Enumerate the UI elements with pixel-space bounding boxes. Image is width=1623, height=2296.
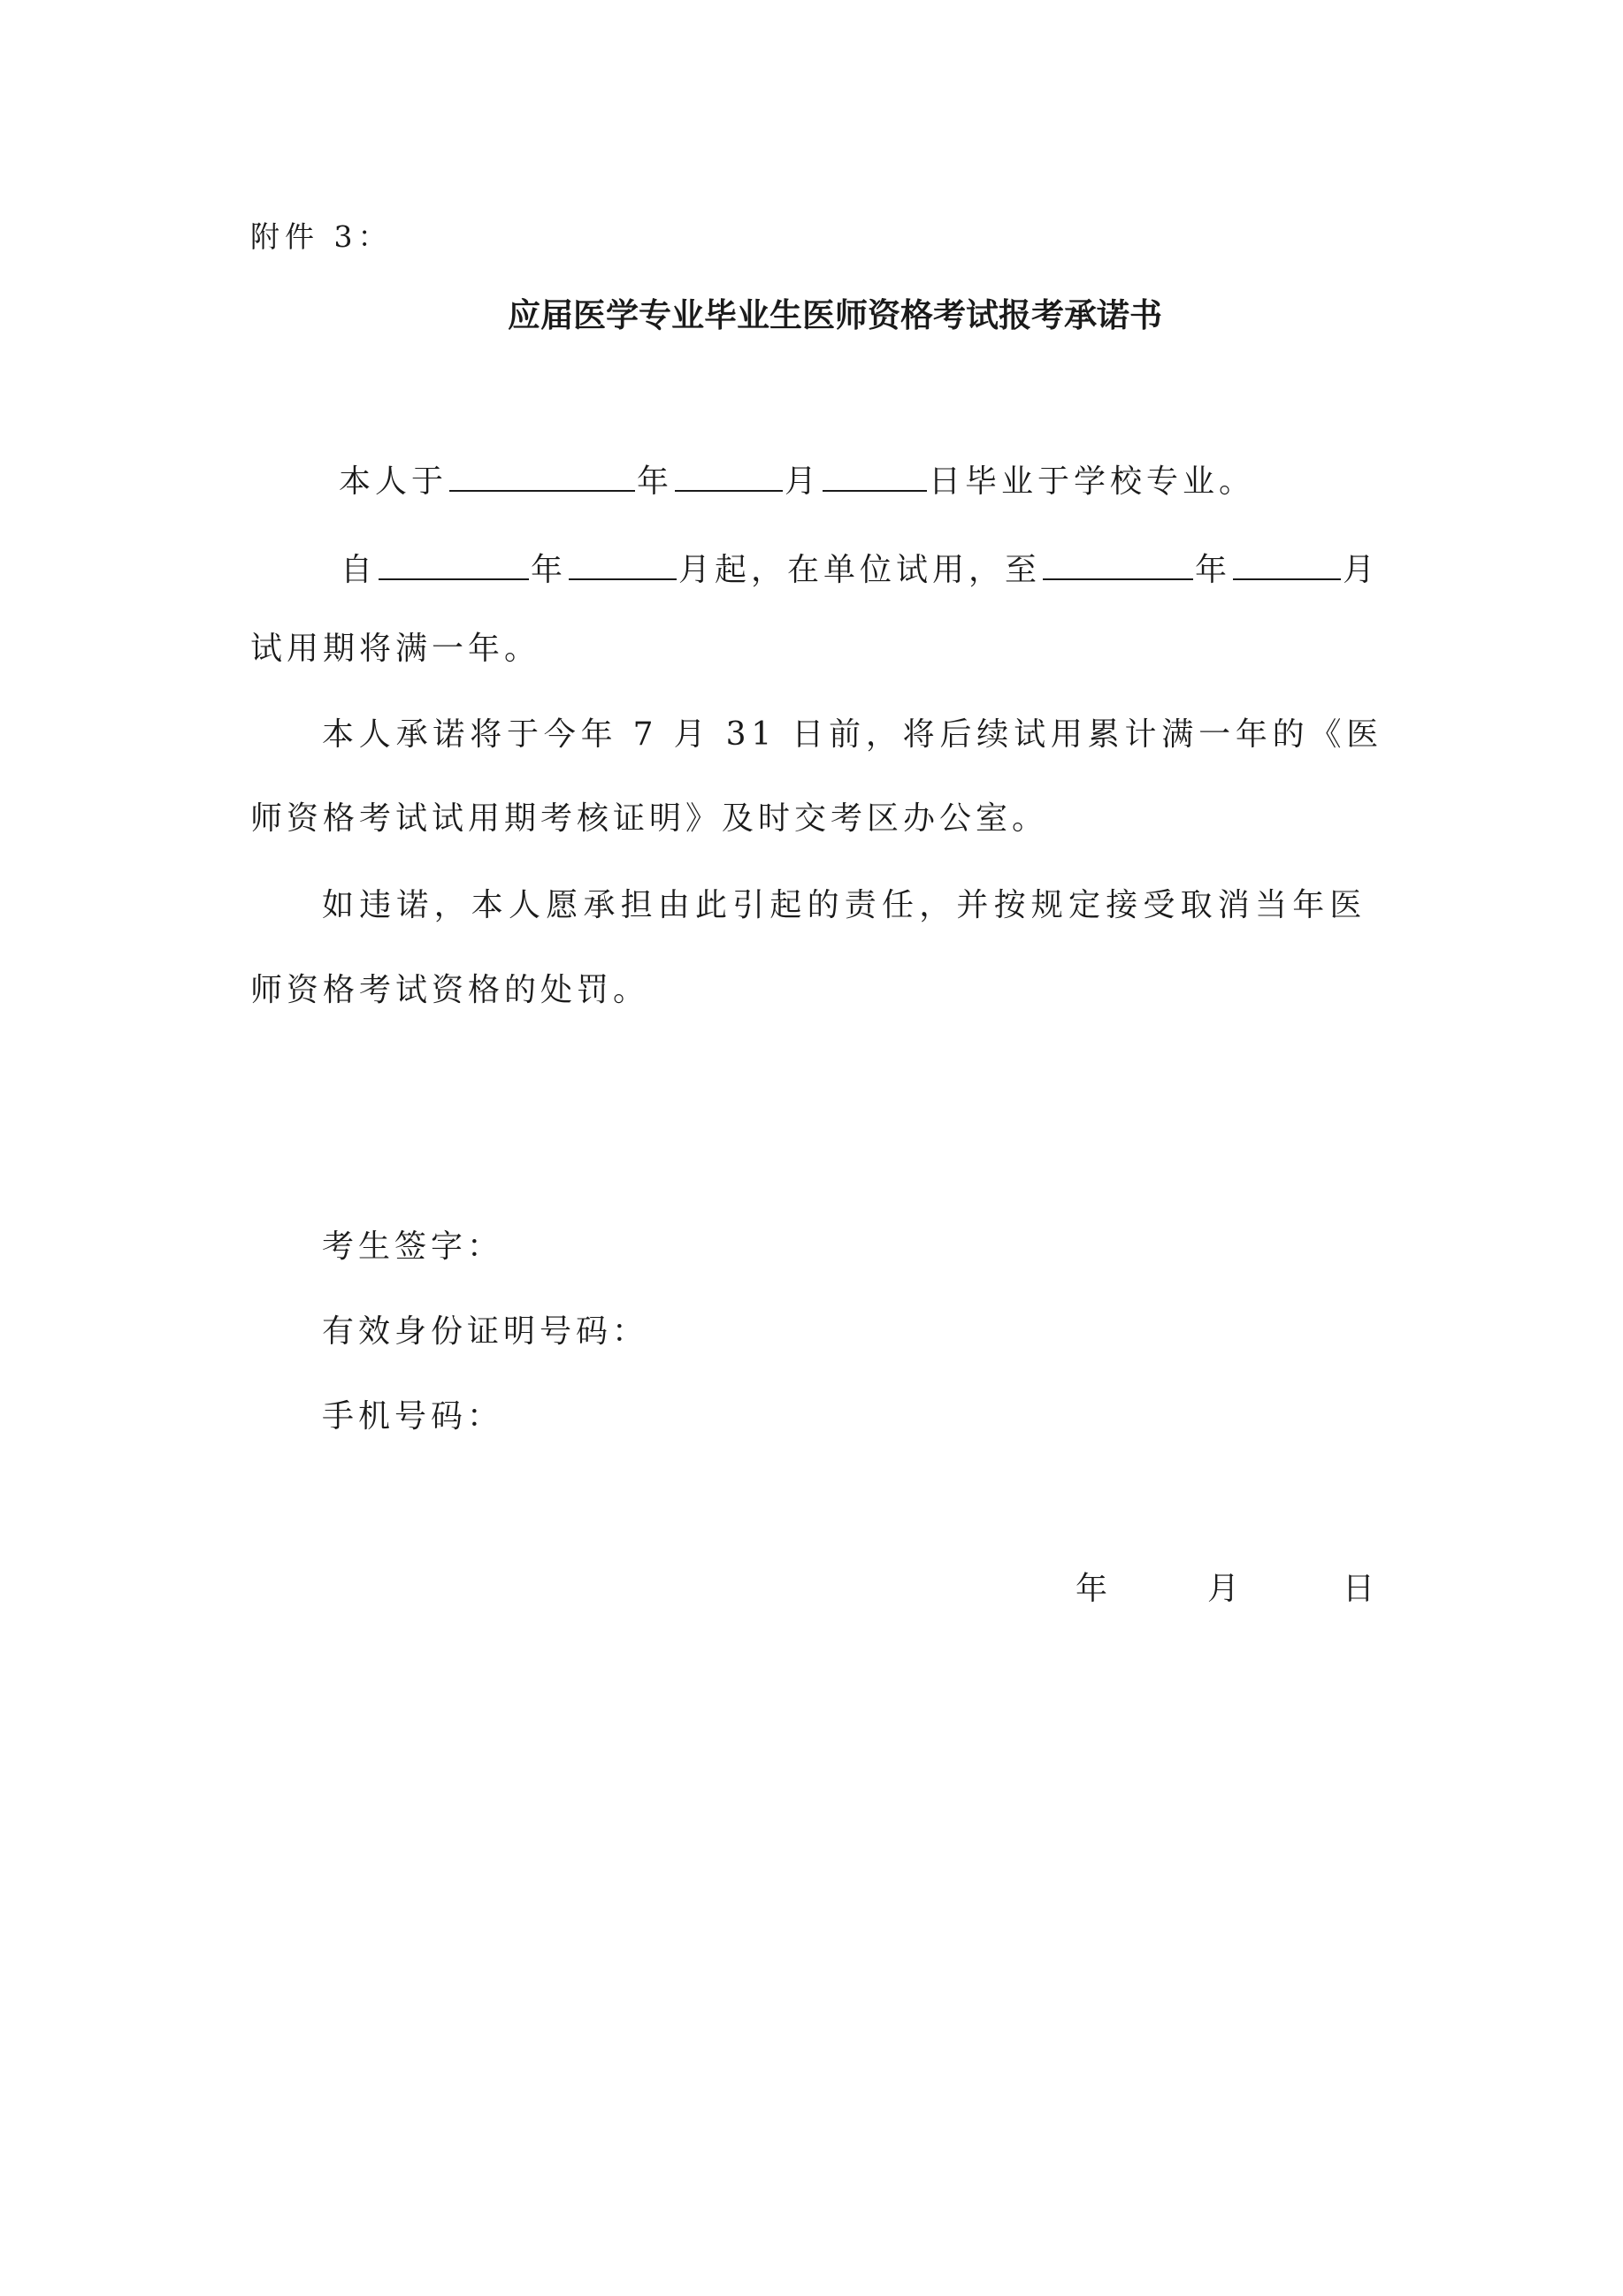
trial-start-month-blank — [569, 548, 677, 580]
graduation-year-blank — [449, 460, 635, 492]
id-number-label: 有效身份证明号码： — [322, 1313, 649, 1350]
date-year-label: 年 — [1076, 1571, 1108, 1607]
signature-label: 考生签字： — [322, 1228, 504, 1265]
line2-text-b: 年 — [531, 552, 568, 588]
line2-text-e: 月 — [1343, 552, 1380, 588]
graduation-month-blank — [675, 460, 783, 492]
date-day-label: 日 — [1343, 1571, 1375, 1607]
date-month-label: 月 — [1207, 1571, 1240, 1607]
title-text: 应届医学专业毕业生医师资格考试报考承诺书 — [508, 296, 1162, 334]
graduation-line — [339, 460, 1255, 498]
trial-period-line — [341, 548, 1379, 586]
line1-text-c: 月 — [785, 463, 822, 500]
line2-text-c: 月起，在单位试用，至 — [678, 552, 1042, 588]
trial-start-year-blank — [379, 548, 529, 580]
line2-text-d: 年 — [1195, 552, 1232, 588]
breach-line-a: 如违诺，本人愿承担由此引起的责任，并按规定接受取消当年医 — [322, 887, 1367, 923]
line1-text-a: 本人于 — [339, 463, 448, 500]
trial-end-year-blank — [1043, 548, 1193, 580]
graduation-day-blank — [823, 460, 927, 492]
trial-end-month-blank — [1233, 548, 1341, 580]
attachment-label: 附件 3： — [250, 219, 393, 254]
commitment-line-b: 师资格考试试用期考核证明》及时交考区办公室。 — [250, 800, 1049, 837]
line2-text-a: 自 — [341, 552, 378, 588]
line1-text-b: 年 — [637, 463, 674, 500]
trial-period-line-end: 试用期将满一年。 — [250, 631, 541, 667]
line1-text-d: 日毕业于学校专业。 — [929, 463, 1256, 500]
phone-label: 手机号码： — [322, 1398, 504, 1435]
commitment-line-a: 本人承诺将于今年 7 月 31 日前，将后续试用累计满一年的《医 — [322, 716, 1384, 753]
breach-line-b: 师资格考试资格的处罚。 — [250, 972, 650, 1008]
